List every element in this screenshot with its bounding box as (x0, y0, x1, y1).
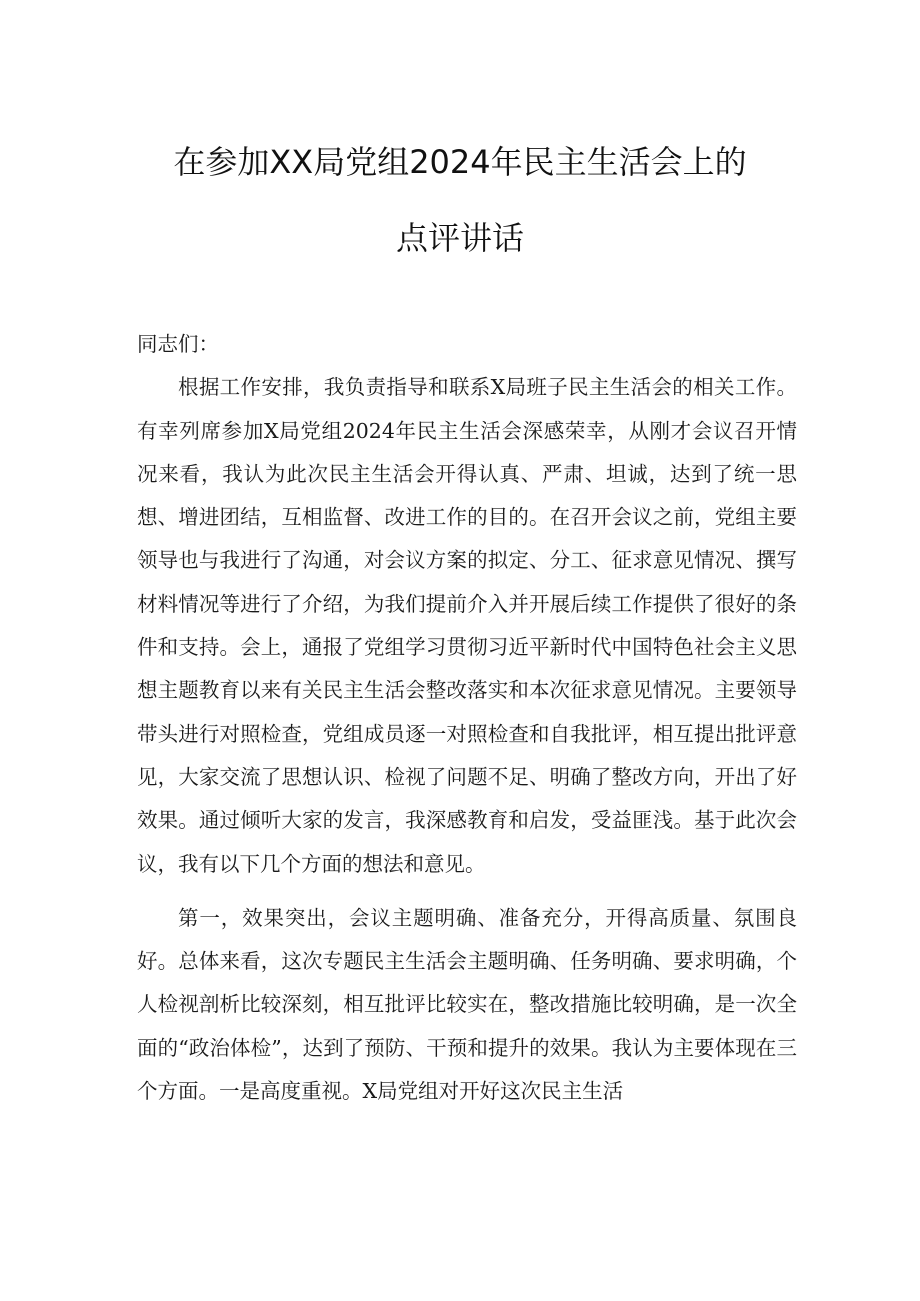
body-paragraph-2: 第一，效果突出，会议主题明确、准备充分，开得高质量、氛围良好。总体来看，这次专题民主生活会主题明确、任务明确、要求明确，个人检视剖析比较深刻，相互批评比较实在，整改措施比较明确，是一次全面的“政治体检”，达到了预防、干预和提升的效果。我认为主要体现在三个方面。一是高度重视。X局党组对开好这次民主生活 (137, 905, 797, 1104)
document-title-line-2: 点评讲话 (395, 219, 524, 257)
document-title-line-1: 在参加XX局党组2024年民主生活会上的 (173, 143, 747, 181)
body-paragraph-1: 根据工作安排，我负责指导和联系X局班子民主生活会的相关工作。有幸列席参加X局党组2024年民主生活会深感荣幸，从刚才会议召开情况来看，我认为此次民主生活会开得认真、严肃、坦诚，达到了统一思想、增进团结，互相监督、改进工作的目的。在召开会议之前，党组主要领导也与我进行了沟通，对会议方案的拟定、分工、征求意见情况、撰写材料情况等进行了介绍，为我们提前介入并开展后续工作提供了很好的条件和支持。会上，通报了党组学习贯彻习近平新时代中国特色社会主义思想主题教育以来有关民主生活会整改落实和本次征求意见情况。主要领导带头进行对照检查，党组成员逐一对照检查和自我批评，相互提出批评意见，大家交流了思想认识、检视了问题不足、明确了整改方向，开出了好效果。通过倾听大家的发言，我深感教育和启发，受益匪浅。基于此次会议，我有以下几个方面的想法和意见。 (137, 375, 797, 876)
document-body (137, 323, 797, 1124)
salutation: 同志们： (137, 332, 219, 356)
